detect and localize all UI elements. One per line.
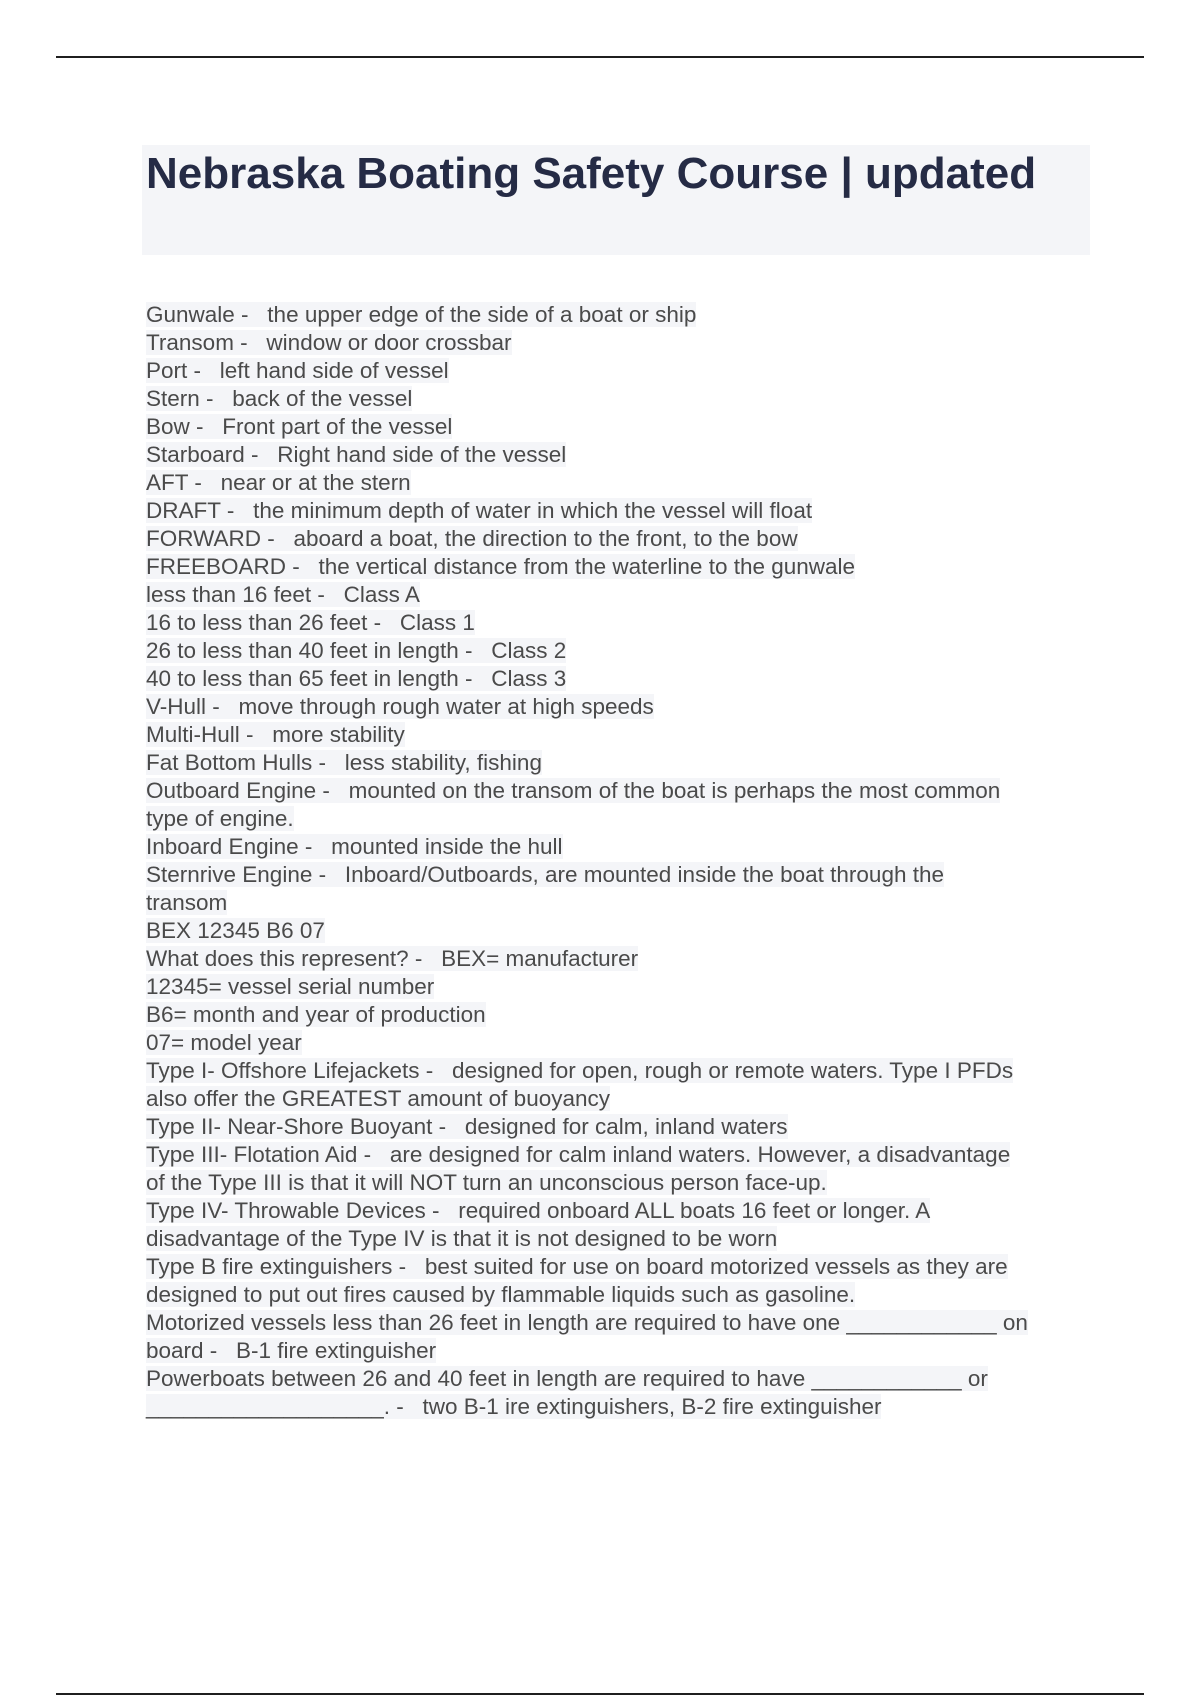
- text-line: [146, 665, 1092, 693]
- text-line: [146, 385, 1092, 413]
- text-line: [146, 721, 1092, 749]
- text-line: [146, 1001, 1092, 1029]
- text-line: [146, 581, 1092, 609]
- text-line-content: disadvantage of the Type IV is that it is not designed to be worn: [146, 1226, 778, 1251]
- text-line: [146, 1029, 1092, 1057]
- text-line-content: transom: [146, 890, 228, 915]
- text-line: [146, 917, 1092, 945]
- text-line-content: Transom - window or door crossbar: [146, 330, 512, 355]
- text-line: [146, 553, 1092, 581]
- text-line-content: Port - left hand side of vessel: [146, 358, 449, 383]
- text-line: [146, 973, 1092, 1001]
- text-line-content: of the Type III is that it will NOT turn an unconscious person face-up.: [146, 1170, 827, 1195]
- text-line: [146, 861, 1092, 889]
- text-line-content: less than 16 feet - Class A: [146, 582, 420, 607]
- text-line-content: Type B fire extinguishers - best suited for use on board motorized vessels as they are: [146, 1254, 1008, 1279]
- text-line-content: Starboard - Right hand side of the vessel: [146, 442, 567, 467]
- flashcard-list: [146, 301, 1092, 1421]
- text-line-content: board - B-1 fire extinguisher: [146, 1338, 437, 1363]
- text-line: [146, 693, 1092, 721]
- text-line: [146, 945, 1092, 973]
- text-line-content: ___________________. - two B-1 ire extinguishers, B-2 fire extinguisher: [146, 1394, 882, 1419]
- text-line: [146, 1393, 1092, 1421]
- text-line-content: 12345= vessel serial number: [146, 974, 435, 999]
- text-line: [146, 609, 1092, 637]
- text-line-content: Outboard Engine - mounted on the transom of the boat is perhaps the most common: [146, 778, 1001, 803]
- text-line: [146, 749, 1092, 777]
- text-line: [146, 497, 1092, 525]
- document-title: Nebraska Boating Safety Course | updated: [146, 149, 1037, 198]
- text-line: [146, 833, 1092, 861]
- text-line-content: also offer the GREATEST amount of buoyancy: [146, 1086, 610, 1111]
- text-line-content: Powerboats between 26 and 40 feet in length are required to have ____________ or: [146, 1366, 988, 1391]
- text-line-content: type of engine.: [146, 806, 294, 831]
- text-line: [146, 777, 1092, 805]
- text-line: [146, 637, 1092, 665]
- text-line: [146, 329, 1092, 357]
- text-line-content: DRAFT - the minimum depth of water in which the vessel will float: [146, 498, 813, 523]
- text-line-content: Bow - Front part of the vessel: [146, 414, 453, 439]
- text-line: [146, 1169, 1092, 1197]
- text-line: [146, 1113, 1092, 1141]
- text-line-content: BEX 12345 B6 07: [146, 918, 325, 943]
- text-line-content: 26 to less than 40 feet in length - Class 2: [146, 638, 567, 663]
- text-line: [146, 357, 1092, 385]
- text-line: [146, 1281, 1092, 1309]
- text-line-content: 16 to less than 26 feet - Class 1: [146, 610, 475, 635]
- footer-rule: [56, 1693, 1144, 1695]
- text-line: [146, 1365, 1092, 1393]
- text-line: [146, 1197, 1092, 1225]
- text-line-content: Inboard Engine - mounted inside the hull: [146, 834, 563, 859]
- text-line-content: designed to put out fires caused by flammable liquids such as gasoline.: [146, 1282, 856, 1307]
- text-line-content: 07= model year: [146, 1030, 302, 1055]
- text-line-content: Motorized vessels less than 26 feet in length are required to have one ____________ on: [146, 1310, 1028, 1335]
- text-line: [146, 1057, 1092, 1085]
- text-line-content: FREEBOARD - the vertical distance from the waterline to the gunwale: [146, 554, 856, 579]
- text-line: [146, 413, 1092, 441]
- text-line-content: Type I- Offshore Lifejackets - designed for open, rough or remote waters. Type I PFDs: [146, 1058, 1014, 1083]
- text-line: [146, 1253, 1092, 1281]
- text-line: [146, 1141, 1092, 1169]
- text-line-content: Type II- Near-Shore Buoyant - designed for calm, inland waters: [146, 1114, 788, 1139]
- text-line-content: Multi-Hull - more stability: [146, 722, 405, 747]
- text-line: [146, 805, 1092, 833]
- text-line: [146, 1225, 1092, 1253]
- text-line-content: B6= month and year of production: [146, 1002, 486, 1027]
- title-block: [142, 145, 1090, 255]
- text-line: [146, 889, 1092, 917]
- text-line-content: Stern - back of the vessel: [146, 386, 413, 411]
- text-line-content: V-Hull - move through rough water at high speeds: [146, 694, 654, 719]
- text-line: [146, 1085, 1092, 1113]
- text-line: [146, 1309, 1092, 1337]
- text-line: [146, 441, 1092, 469]
- header-rule: [56, 56, 1144, 58]
- text-line: [146, 469, 1092, 497]
- text-line-content: Type IV- Throwable Devices - required onboard ALL boats 16 feet or longer. A: [146, 1198, 931, 1223]
- text-line-content: Gunwale - the upper edge of the side of a boat or ship: [146, 302, 697, 327]
- text-line: [146, 525, 1092, 553]
- text-line-content: What does this represent? - BEX= manufacturer: [146, 946, 639, 971]
- text-line-content: FORWARD - aboard a boat, the direction to the front, to the bow: [146, 526, 798, 551]
- text-line-content: 40 to less than 65 feet in length - Class 3: [146, 666, 567, 691]
- text-line-content: Type III- Flotation Aid - are designed for calm inland waters. However, a disadvantage: [146, 1142, 1011, 1167]
- text-line: [146, 301, 1092, 329]
- text-line-content: Fat Bottom Hulls - less stability, fishing: [146, 750, 542, 775]
- text-line-content: Sternrive Engine - Inboard/Outboards, are mounted inside the boat through the: [146, 862, 945, 887]
- text-line-content: AFT - near or at the stern: [146, 470, 411, 495]
- text-line: [146, 1337, 1092, 1365]
